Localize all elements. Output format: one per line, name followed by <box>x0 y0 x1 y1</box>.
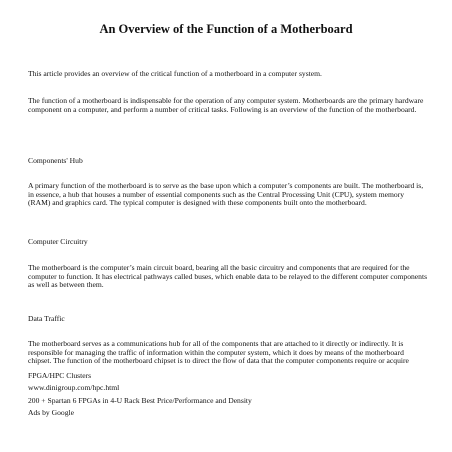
section-heading-computer-circuitry: Computer Circuitry <box>28 237 88 246</box>
page-title: An Overview of the Function of a Motherboard <box>99 22 353 36</box>
section-heading-data-traffic: Data Traffic <box>28 314 65 323</box>
ad-title-link[interactable]: FPGA/HPC Clusters <box>28 371 92 380</box>
ads-by-google-link[interactable]: Ads by Google <box>28 408 74 417</box>
intro-paragraph: This article provides an overview of the critical function of a motherboard in a computer system. <box>28 69 322 78</box>
section-body-computer-circuitry: The motherboard is the computer’s main circuit board, bearing all the basic circuitry and components that are required for the computer to function. It has electrical pathways called buses, which enable data to be relayed to the different computer components as well as between them. <box>28 263 428 290</box>
section-heading-components-hub: Components' Hub <box>28 156 83 165</box>
section-body-data-traffic: The motherboard serves as a communications hub for all of the components that are attached to it directly or indirectly. It is responsible for managing the traffic of information within the computer system, which it does by means of the motherboard chipset. The function of the motherboard chipset is to direct the flow of data that the computer components require or acquire <box>28 339 409 366</box>
ad-url-link[interactable]: www.dinigroup.com/hpc.html <box>28 383 120 392</box>
section-body-components-hub: A primary function of the motherboard is to serve as the base upon which a computer’s components are built. The motherboard is, in essence, a hub that houses a number of essential components such as the Central Processing Unit (CPU), system memory (RAM) and graphics card. The typical computer is designed with these components built onto the motherboard. <box>28 181 424 208</box>
overview-paragraph: The function of a motherboard is indispensable for the operation of any computer system. Motherboards are the primary hardware component on a computer, and perform a number of critical tasks. Following is an overview of the function of the motherboard. <box>28 96 424 114</box>
ad-description: 200 + Spartan 6 FPGAs in 4-U Rack Best Price/Performance and Density <box>28 396 252 405</box>
